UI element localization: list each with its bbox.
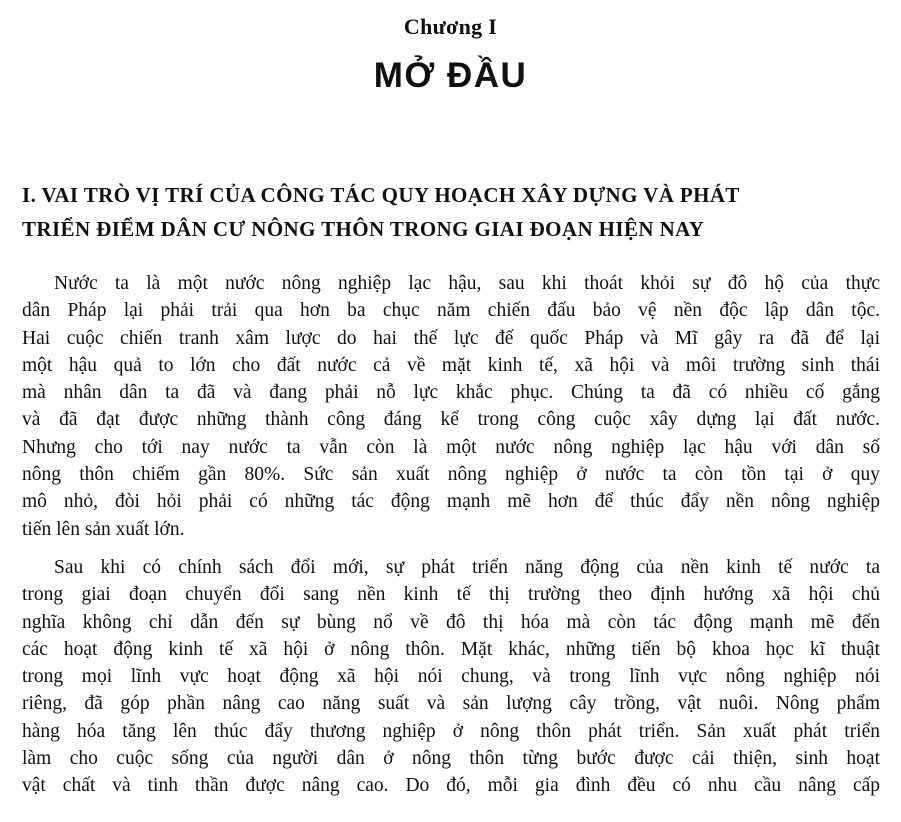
paragraph-1 <box>22 270 880 543</box>
chapter-title: MỞ ĐẦU <box>373 56 528 95</box>
section-heading <box>22 178 882 246</box>
paragraph-line: làm cho cuộc sống của người dân ở nông thôn từng bước được cải thiện, sinh hoạt <box>22 748 880 770</box>
chapter-label: Chương I <box>403 14 498 39</box>
section-heading-line: TRIỂN ĐIỂM DÂN CƯ NÔNG THÔN TRONG GIAI ĐOẠN HIỆN NAY <box>22 217 705 241</box>
paragraph-line: mô nhỏ, đòi hỏi phải có những tác động mạnh mẽ hơn để thúc đẩy nền nông nghiệp <box>22 491 880 513</box>
paragraph-line: trong giai đoạn chuyển đổi sang nền kinh tế thị trường theo định hướng xã hội chủ <box>22 584 880 606</box>
paragraph-line: tiến lên sản xuất lớn. <box>22 518 185 540</box>
paragraph-line: dân Pháp lại phải trải qua hơn ba chục năm chiến đấu bảo vệ nền độc lập dân tộc. <box>22 300 880 322</box>
paragraph-line: nông thôn chiếm gần 80%. Sức sản xuất nông nghiệp ở nước ta còn tồn tại ở quy <box>22 464 880 486</box>
paragraph-line: vật chất và tinh thần được nâng cao. Do đó, mỗi gia đình đều có nhu cầu nâng cấp <box>22 775 880 797</box>
paragraph-line: và đã đạt được những thành công đáng kể trong công cuộc xây dựng lại đất nước. <box>22 409 880 431</box>
paragraph-line: các hoạt động kinh tế xã hội ở nông thôn. Mặt khác, những tiến bộ khoa học kĩ thuật <box>22 638 880 660</box>
paragraph-line: nghĩa không chỉ dẫn đến sự bùng nổ về đô thị hóa mà còn tác động mạnh mẽ đến <box>22 611 880 633</box>
paragraph-line: Nhưng cho tới nay nước ta vẫn còn là một nước nông nghiệp lạc hậu với dân số <box>22 436 880 458</box>
paragraph-line: Nước ta là một nước nông nghiệp lạc hậu, sau khi thoát khỏi sự đô hộ của thực <box>54 273 880 294</box>
paragraph-line: mà nhân dân ta đã và đang phải nỗ lực khắc phục. Chúng ta đã có nhiều cố gắng <box>22 382 880 404</box>
paragraph-2 <box>22 554 880 800</box>
paragraph-line: riêng, đã góp phần nâng cao năng suất và sản lượng cây trồng, vật nuôi. Nông phẩm <box>22 693 880 715</box>
paragraph-line: hàng hóa tăng lên thúc đẩy thương nghiệp ở nông thôn phát triển. Sản xuất phát triển <box>22 720 880 742</box>
section-heading-line: I. VAI TRÒ VỊ TRÍ CỦA CÔNG TÁC QUY HOẠCH XÂY DỰNG VÀ PHÁT <box>22 183 740 207</box>
paragraph-line: trong mọi lĩnh vực hoạt động xã hội nói chung, và trong lĩnh vực nông nghiệp nói <box>22 666 880 688</box>
paragraph-line: một hậu quả to lớn cho đất nước cả về mặt kinh tế, xã hội và môi trường sinh thái <box>22 354 880 376</box>
paragraph-line: Sau khi có chính sách đổi mới, sự phát triển năng động của nền kinh tế nước ta <box>54 557 880 578</box>
paragraph-line: Hai cuộc chiến tranh xâm lược do hai thế lực đế quốc Pháp và Mĩ gây ra đã để lại <box>22 327 880 349</box>
